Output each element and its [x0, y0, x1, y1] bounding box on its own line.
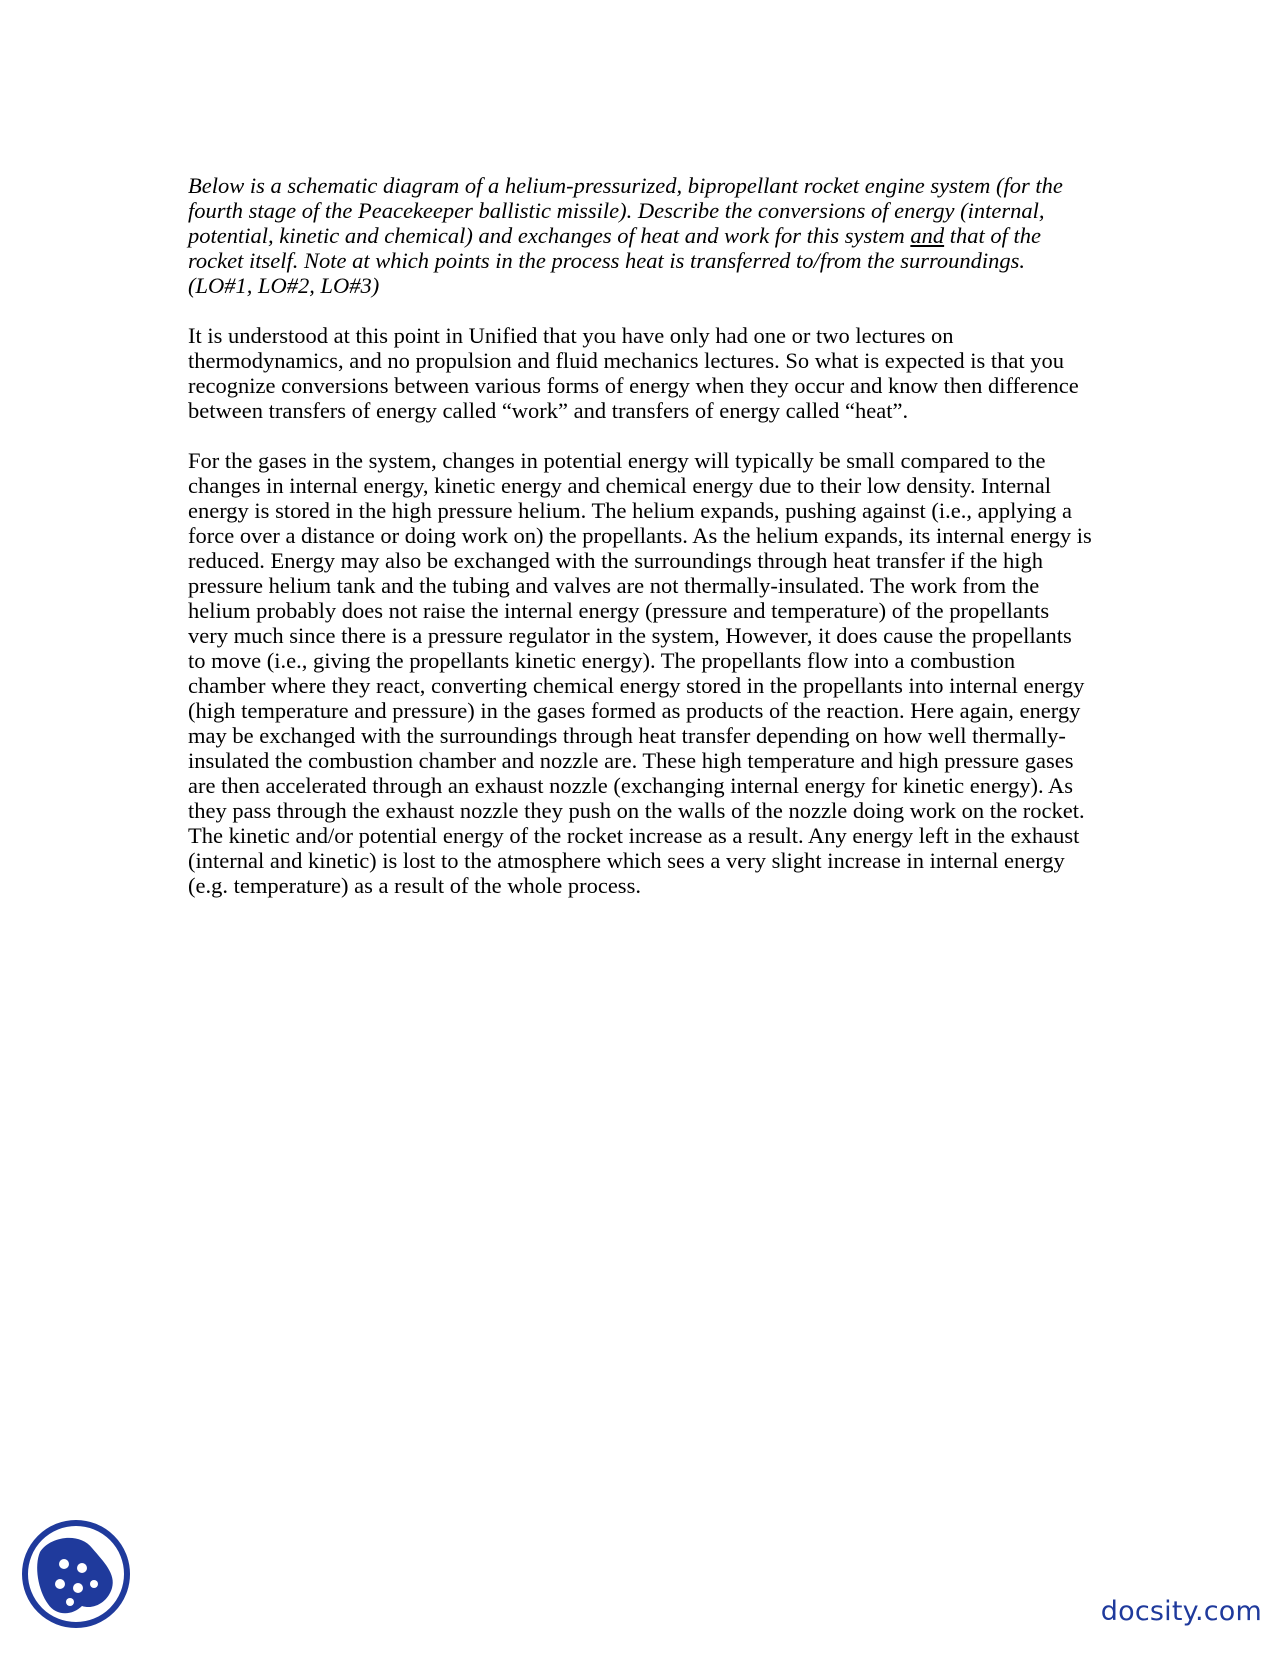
question-text-part2: that of the rocket itself. Note at which points in the process heat is transferred to/from the surroundings. (LO#1, LO#2, LO#3) [188, 223, 1041, 298]
question-text-part1: Below is a schematic diagram of a helium-pressurized, bipropellant rocket engine system (for the fourth stage of the Peacekeeper ballistic missile). Describe the conversions of energy (internal, potential, kinetic and chemical) and exchanges of heat and work for this system [188, 173, 1063, 248]
docsity-brand-link[interactable]: docsity.com [1100, 1596, 1262, 1627]
expectation-paragraph: It is understood at this point in Unified that you have only had one or two lectures on thermodynamics, and no propulsion and fluid mechanics lectures. So what is expected is that you recognize conversions between various forms of energy when they occur and know then difference between transfers of energy called “work” and transfers of energy called “heat”. [188, 323, 1079, 423]
question-underlined-word: and [910, 223, 945, 248]
docsity-logo-icon[interactable] [20, 1518, 132, 1630]
docsity-logo-graphic [20, 1518, 132, 1630]
explanation-paragraph: For the gases in the system, changes in potential energy will typically be small compared to the changes in internal energy, kinetic energy and chemical energy due to their low density. Internal energy is stored in the high pressure helium. The helium expands, pushing against (i.e., applying a force over a distance or doing work on) the propellants. As the helium expands, its internal energy is reduced. Energy may also be exchanged with the surroundings through heat transfer if the high pressure helium tank and the tubing and valves are not thermally-insulated. The work from the helium probably does not raise the internal energy (pressure and temperature) of the propellants very much since there is a pressure regulator in the system, However, it does cause the propellants to move (i.e., giving the propellants kinetic energy). The propellants flow into a combustion chamber where they react, converting chemical energy stored in the propellants into internal energy (high temperature and pressure) in the gases formed as products of the reaction. Here again, energy may be exchanged with the surroundings through heat transfer depending on how well thermally-insulated the combustion chamber and nozzle are. These high temperature and high pressure gases are then accelerated through an exhaust nozzle (exchanging internal energy for kinetic energy). As they pass through the exhaust nozzle they push on the walls of the nozzle doing work on the rocket. The kinetic and/or potential energy of the rocket increase as a result. Any energy left in the exhaust (internal and kinetic) is lost to the atmosphere which sees a very slight increase in internal energy (e.g. temperature) as a result of the whole process. [188, 448, 1092, 898]
question-paragraph [188, 173, 1093, 298]
document-body [188, 173, 1093, 923]
